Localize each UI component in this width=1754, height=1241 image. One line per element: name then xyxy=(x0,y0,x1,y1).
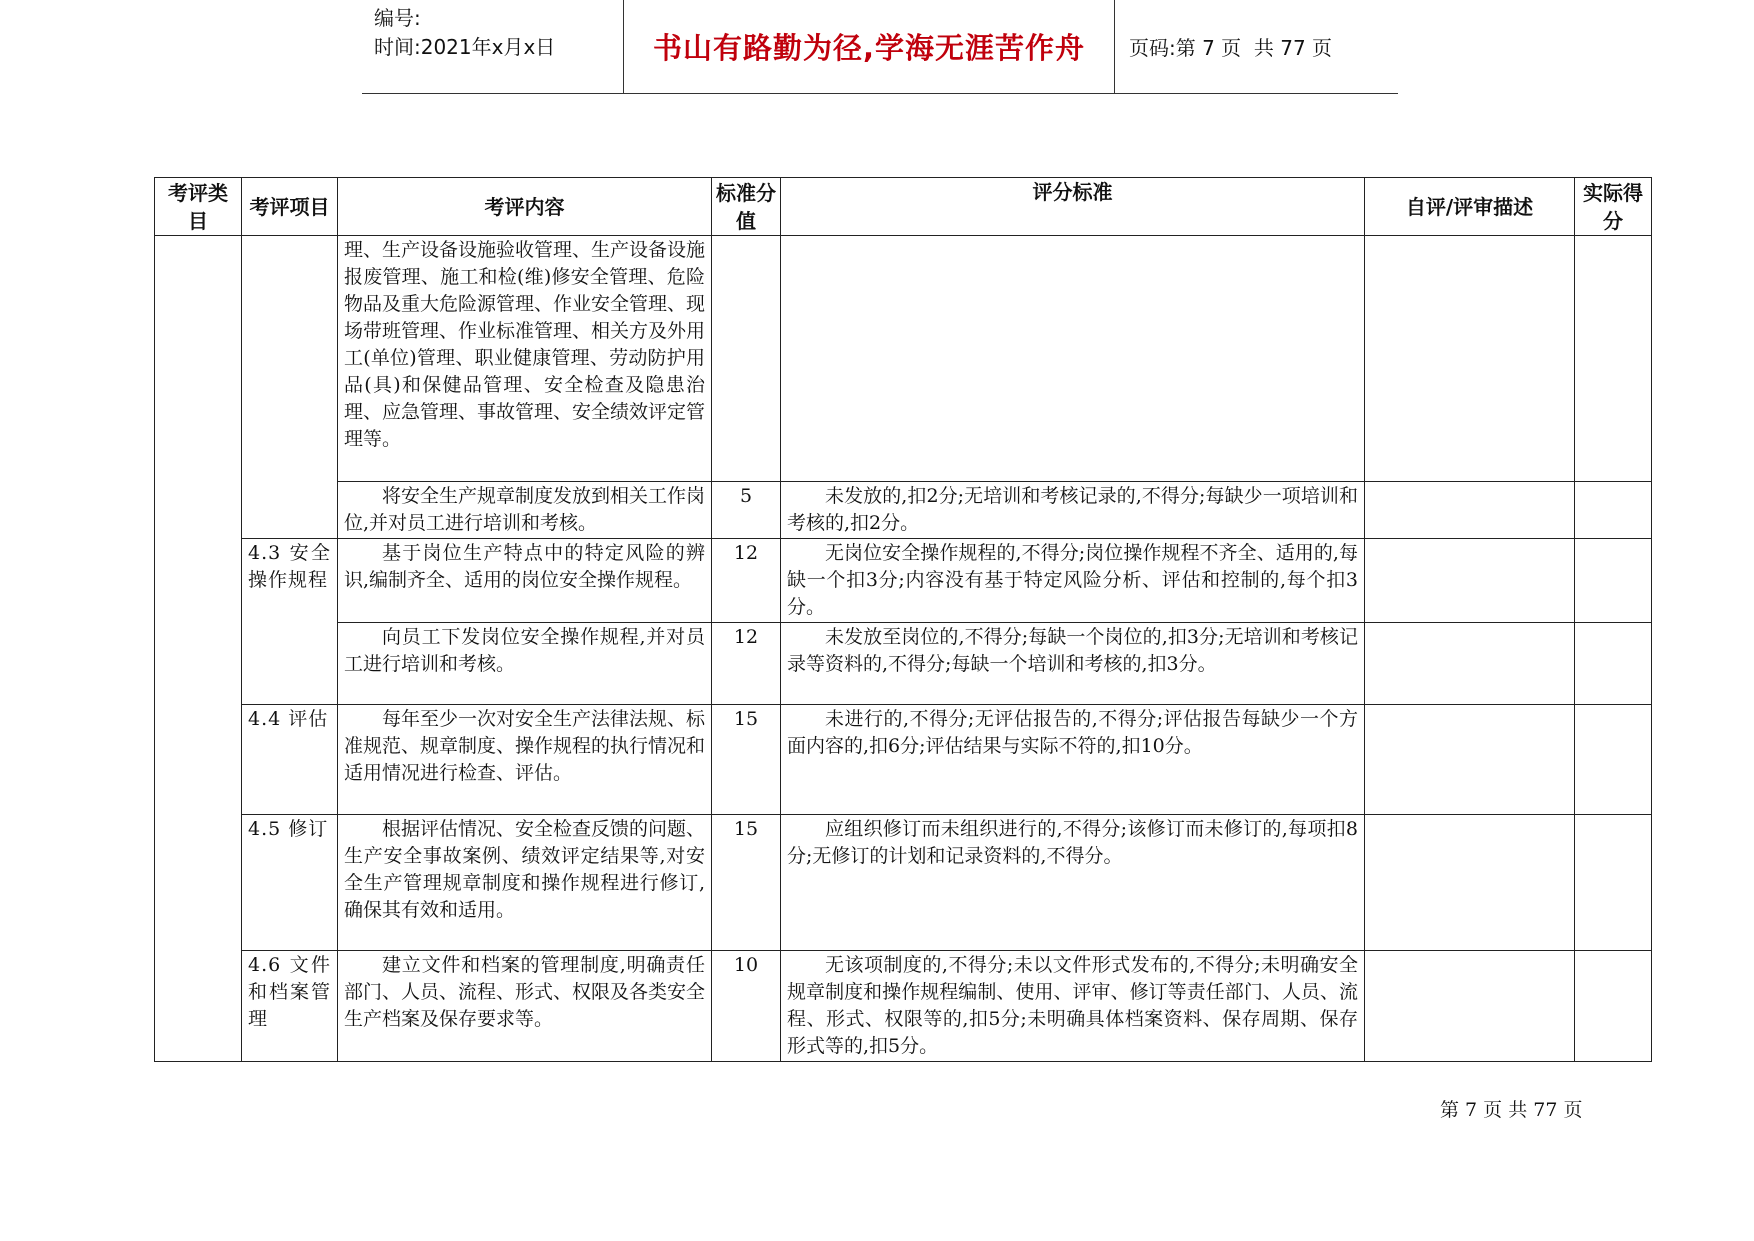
self-review-cell[interactable] xyxy=(1365,236,1575,482)
score-cell: 15 xyxy=(712,705,781,815)
score-cell: 5 xyxy=(712,482,781,539)
document-date-label: 时间:2021年x月x日 xyxy=(374,35,556,59)
self-review-cell[interactable] xyxy=(1365,482,1575,539)
content-cell: 建立文件和档案的管理制度,明确责任部门、人员、流程、形式、权限及各类安全生产档案及保存要求等。 xyxy=(338,951,712,1062)
actual-score-cell[interactable] xyxy=(1575,482,1652,539)
criteria-cell: 未发放至岗位的,不得分;每缺一个岗位的,扣3分;无培训和考核记录等资料的,不得分;每缺一个培训和考核的,扣3分。 xyxy=(781,623,1365,705)
table-row xyxy=(155,236,1652,482)
header-meta xyxy=(362,0,624,93)
header-item: 考评项目 xyxy=(242,178,338,236)
header-page-label: 页码:第 7 页 共 77 页 xyxy=(1129,36,1333,60)
score-cell: 10 xyxy=(712,951,781,1062)
item-cell: 4.4 评估 xyxy=(242,705,338,815)
score-cell: 15 xyxy=(712,815,781,951)
score-cell: 12 xyxy=(712,539,781,623)
self-review-cell[interactable] xyxy=(1365,705,1575,815)
item-cell xyxy=(242,236,338,539)
category-cell xyxy=(155,236,242,1062)
page-footer: 第 7 页 共 77 页 xyxy=(1440,1099,1583,1121)
item-cell: 4.6 文件和档案管理 xyxy=(242,951,338,1062)
self-review-cell[interactable] xyxy=(1365,539,1575,623)
header-self-review: 自评/评审描述 xyxy=(1365,178,1575,236)
score-cell xyxy=(712,236,781,482)
evaluation-table xyxy=(154,177,1652,1062)
table-row xyxy=(155,539,1652,623)
header-content: 考评内容 xyxy=(338,178,712,236)
content-cell: 每年至少一次对安全生产法律法规、标准规范、规章制度、操作规程的执行情况和适用情况进行检查、评估。 xyxy=(338,705,712,815)
table-row xyxy=(155,482,1652,539)
document-number-label: 编号: xyxy=(374,6,421,30)
actual-score-cell[interactable] xyxy=(1575,236,1652,482)
self-review-cell[interactable] xyxy=(1365,815,1575,951)
table-header-row xyxy=(155,178,1652,236)
content-cell: 根据评估情况、安全检查反馈的问题、生产安全事故案例、绩效评定结果等,对安全生产管理规章制度和操作规程进行修订,确保其有效和适用。 xyxy=(338,815,712,951)
header-motto: 书山有路勤为径,学海无涯苦作舟 xyxy=(624,0,1115,93)
table-row xyxy=(155,623,1652,705)
actual-score-cell[interactable] xyxy=(1575,623,1652,705)
content-cell: 向员工下发岗位安全操作规程,并对员工进行培训和考核。 xyxy=(338,623,712,705)
self-review-cell[interactable] xyxy=(1365,623,1575,705)
table-row xyxy=(155,951,1652,1062)
header-actual-score: 实际得分 xyxy=(1575,178,1652,236)
page-header xyxy=(362,0,1398,94)
score-cell: 12 xyxy=(712,623,781,705)
content-cell: 基于岗位生产特点中的特定风险的辨识,编制齐全、适用的岗位安全操作规程。 xyxy=(338,539,712,623)
content-cell: 理、生产设备设施验收管理、生产设备设施报废管理、施工和检(维)修安全管理、危险物品及重大危险源管理、作业安全管理、现场带班管理、作业标准管理、相关方及外用工(单位)管理、职业健康管理、劳动防护用品(具)和保健品管理、安全检查及隐患治理、应急管理、事故管理、安全绩效评定管理等。 xyxy=(338,236,712,482)
actual-score-cell[interactable] xyxy=(1575,951,1652,1062)
header-category: 考评类目 xyxy=(155,178,242,236)
table-row xyxy=(155,815,1652,951)
header-page-info xyxy=(1115,0,1398,93)
criteria-cell: 应组织修订而未组织进行的,不得分;该修订而未修订的,每项扣8分;无修订的计划和记录资料的,不得分。 xyxy=(781,815,1365,951)
criteria-cell: 未发放的,扣2分;无培训和考核记录的,不得分;每缺少一项培训和考核的,扣2分。 xyxy=(781,482,1365,539)
criteria-cell: 无该项制度的,不得分;未以文件形式发布的,不得分;未明确安全规章制度和操作规程编制、使用、评审、修订等责任部门、人员、流程、形式、权限等的,扣5分;未明确具体档案资料、保存周期、保存形式等的,扣5分。 xyxy=(781,951,1365,1062)
item-cell: 4.5 修订 xyxy=(242,815,338,951)
header-criteria: 评分标准 xyxy=(781,178,1365,236)
actual-score-cell[interactable] xyxy=(1575,815,1652,951)
criteria-cell: 无岗位安全操作规程的,不得分;岗位操作规程不齐全、适用的,每缺一个扣3分;内容没有基于特定风险分析、评估和控制的,每个扣3分。 xyxy=(781,539,1365,623)
content-cell: 将安全生产规章制度发放到相关工作岗位,并对员工进行培训和考核。 xyxy=(338,482,712,539)
header-score: 标准分值 xyxy=(712,178,781,236)
criteria-cell xyxy=(781,236,1365,482)
self-review-cell[interactable] xyxy=(1365,951,1575,1062)
actual-score-cell[interactable] xyxy=(1575,705,1652,815)
actual-score-cell[interactable] xyxy=(1575,539,1652,623)
item-cell: 4.3 安全操作规程 xyxy=(242,539,338,705)
table-row xyxy=(155,705,1652,815)
criteria-cell: 未进行的,不得分;无评估报告的,不得分;评估报告每缺少一个方面内容的,扣6分;评估结果与实际不符的,扣10分。 xyxy=(781,705,1365,815)
